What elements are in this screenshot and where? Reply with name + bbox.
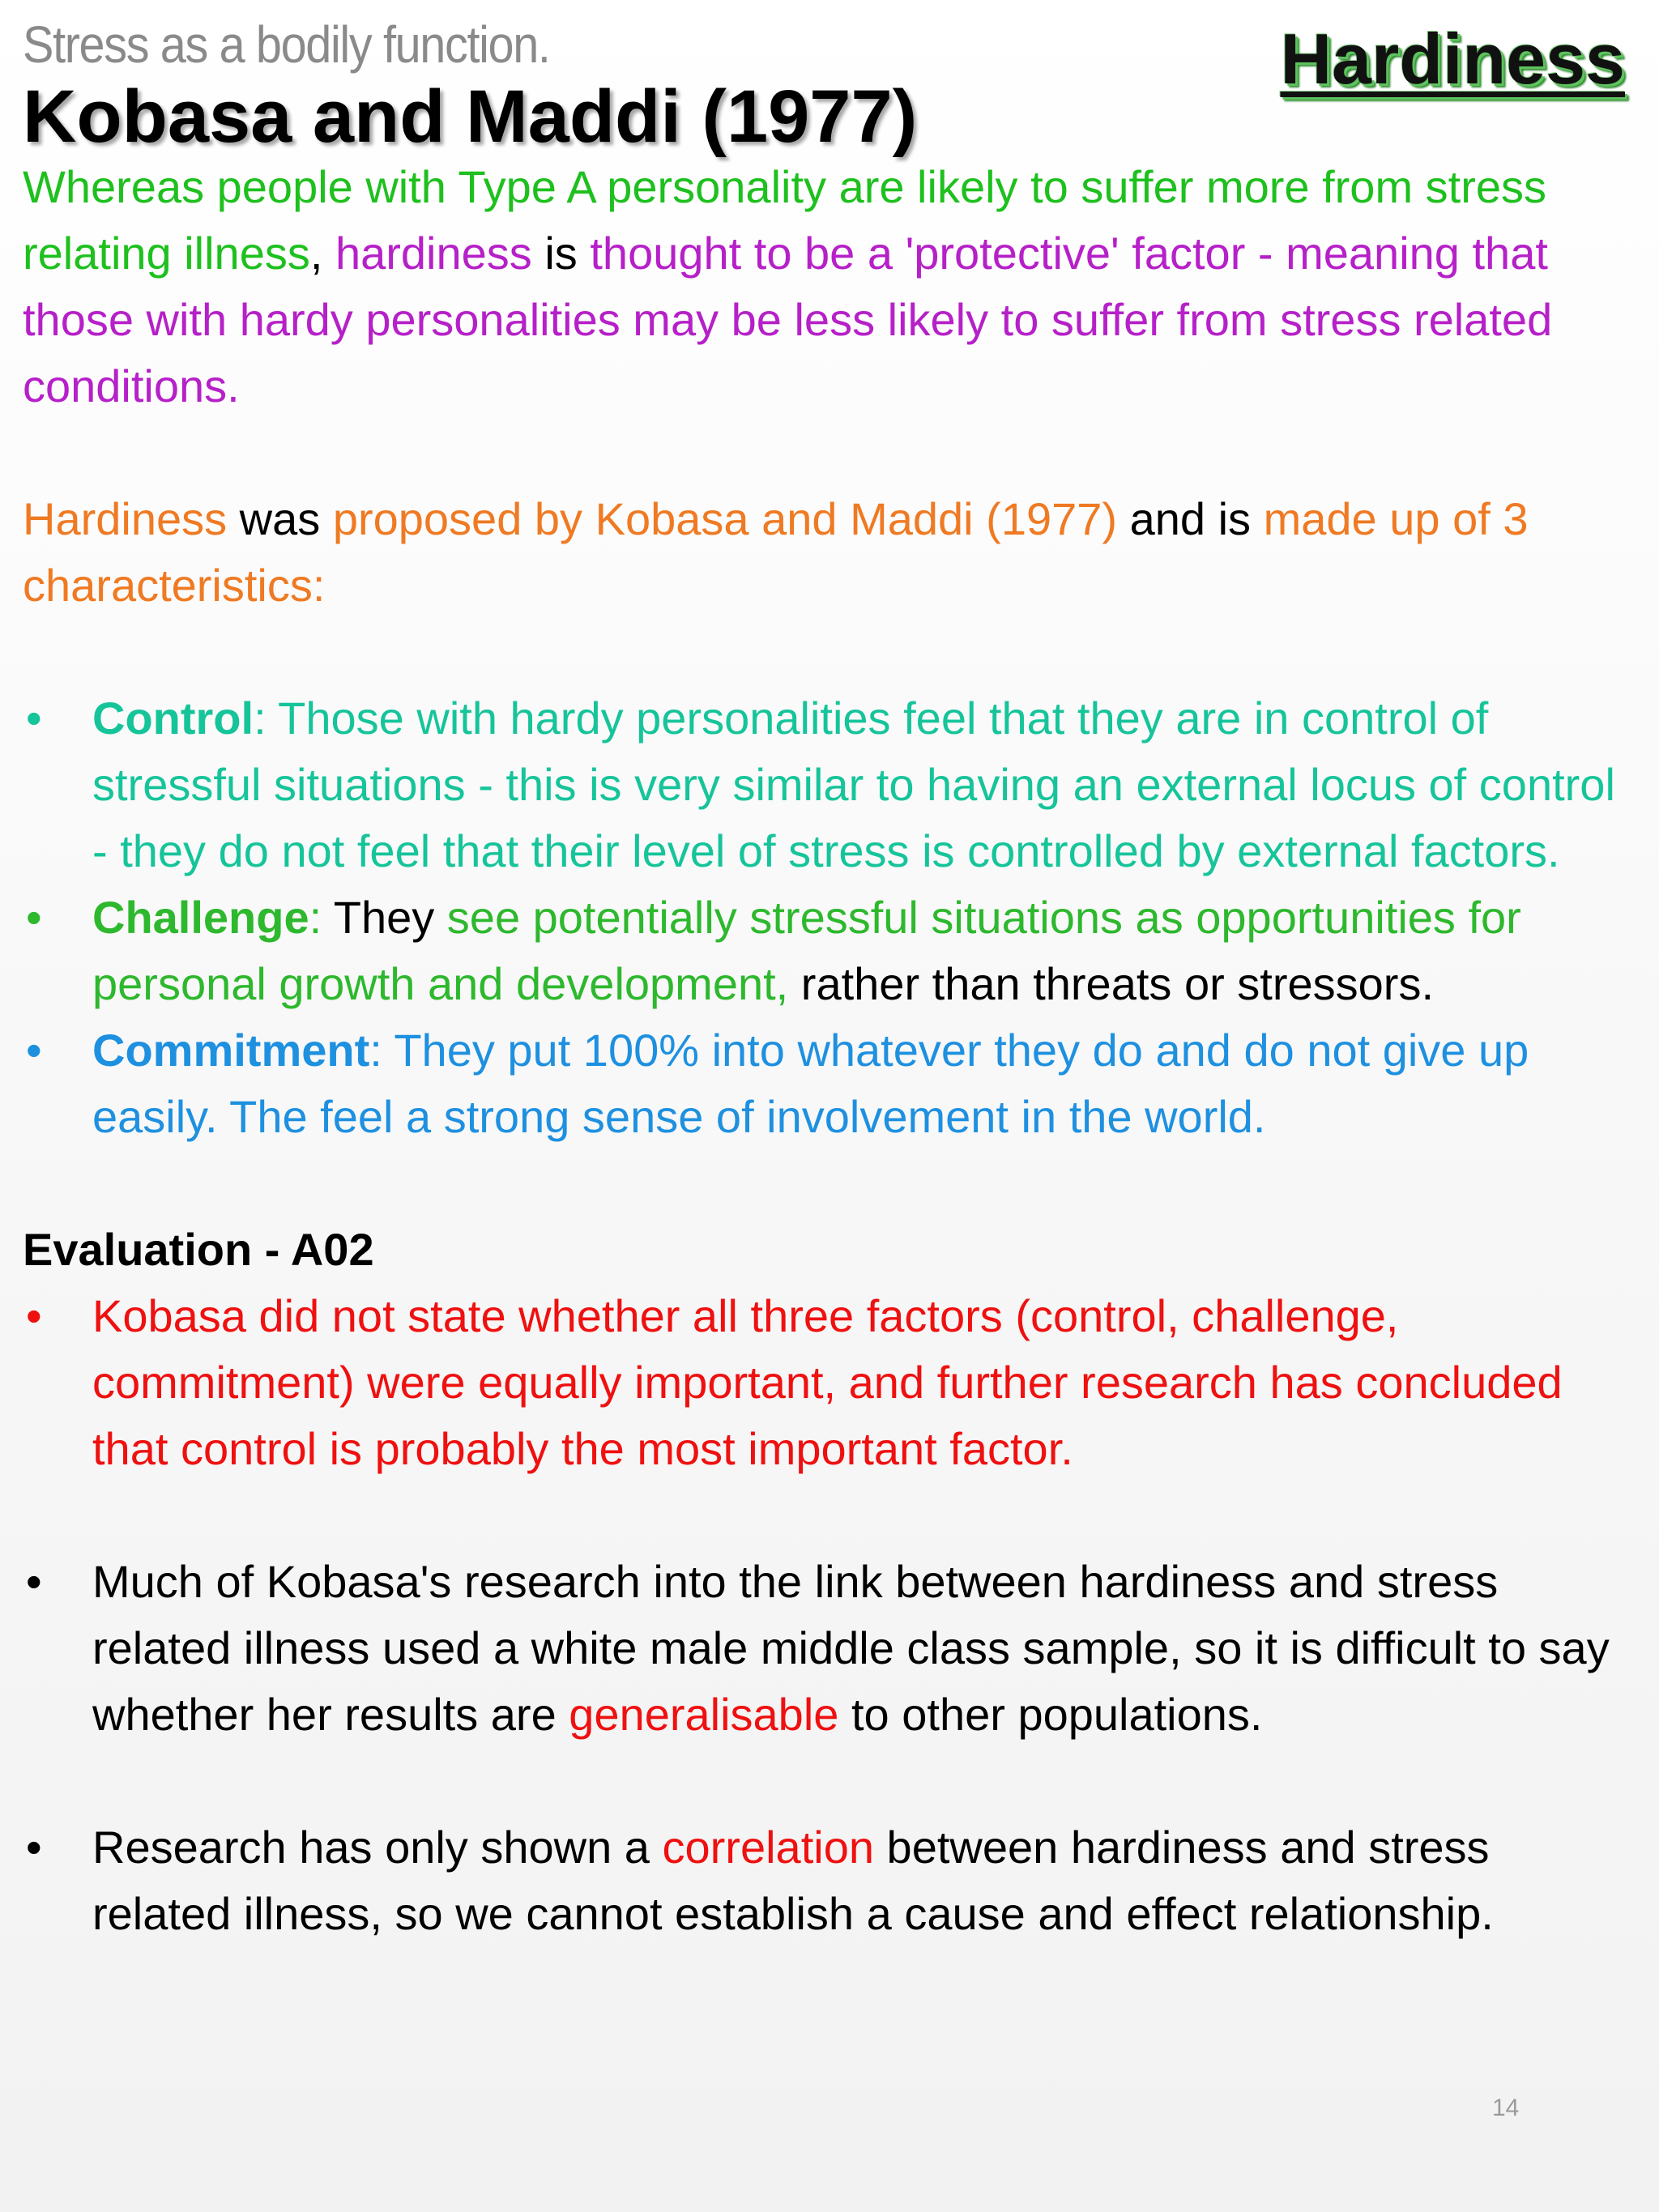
evaluation-heading: Evaluation - A02 bbox=[23, 1224, 374, 1275]
evaluation-list bbox=[23, 1283, 1635, 1482]
evaluation-point bbox=[23, 1814, 1635, 1947]
challenge-term: Challenge bbox=[92, 892, 309, 943]
proposal-and-is-text: and is bbox=[1129, 493, 1252, 544]
intro-type-a-text: Whereas people with Type A personality are likely to suffer more from stress relating illness bbox=[23, 161, 1547, 279]
evaluation-point-text: to other populations. bbox=[851, 1689, 1263, 1740]
bullet-icon: • bbox=[26, 1290, 42, 1341]
proposal-made-up-text: made up of 3 characteristics: bbox=[23, 493, 1529, 611]
characteristics-list bbox=[23, 685, 1635, 1150]
intro-comma: , bbox=[309, 228, 323, 279]
slide-body bbox=[23, 154, 1635, 1947]
evaluation-point bbox=[23, 1283, 1635, 1482]
proposal-hardiness-term: Hardiness bbox=[23, 493, 228, 544]
commitment-text: They put 100% into whatever they do and do not give up easily. The feel a strong sense of involvement in the world. bbox=[92, 1025, 1529, 1142]
control-text: Those with hardy personalities feel that they are in control of stressful situations - this is very similar to having an external locus of control - they do not feel that their level of stress is controlled by external factors. bbox=[92, 693, 1615, 876]
evaluation-point-text: Much of Kobasa's research into the link between hardiness and stress related illness used a white male middle class sample, so it is difficult to say whether her results are bbox=[92, 1556, 1610, 1740]
challenge-colon: : bbox=[309, 892, 322, 943]
bullet-icon: • bbox=[26, 1822, 42, 1873]
intro-hardiness-term: hardiness bbox=[335, 228, 532, 279]
topic-heading: Hardiness bbox=[1280, 19, 1625, 99]
spacer bbox=[23, 619, 1635, 685]
spacer bbox=[23, 1482, 1635, 1549]
page-number: 14 bbox=[1492, 2095, 1520, 2121]
bullet-icon: • bbox=[26, 1556, 42, 1607]
evaluation-list bbox=[23, 1814, 1635, 1947]
breadcrumb: Stress as a bodily function. bbox=[23, 15, 550, 74]
proposal-paragraph bbox=[23, 486, 1635, 619]
list-item-challenge bbox=[23, 884, 1635, 1017]
intro-is-text: is bbox=[544, 228, 578, 279]
spacer bbox=[23, 1748, 1635, 1814]
page-title: Kobasa and Maddi (1977) bbox=[23, 75, 918, 158]
bullet-icon: • bbox=[26, 693, 42, 744]
bullet-icon: • bbox=[26, 892, 42, 943]
evaluation-point bbox=[23, 1549, 1635, 1748]
list-item-commitment bbox=[23, 1017, 1635, 1150]
challenge-they-text: They bbox=[333, 892, 435, 943]
evaluation-list bbox=[23, 1549, 1635, 1748]
proposal-authors-text: proposed by Kobasa and Maddi (1977) bbox=[332, 493, 1118, 544]
challenge-opportunities-text: see potentially stressful situations as opportunities for personal growth and development, bbox=[92, 892, 1521, 1009]
challenge-threats-text: rather than threats or stressors. bbox=[800, 958, 1435, 1009]
spacer bbox=[23, 420, 1635, 486]
evaluation-point-text: Research has only shown a bbox=[92, 1822, 650, 1873]
bullet-icon: • bbox=[26, 1025, 42, 1076]
intro-protective-text: thought to be a 'protective' factor - meaning that those with hardy personalities may be less likely to suffer from stress related conditions. bbox=[23, 228, 1553, 411]
commitment-colon: : bbox=[369, 1025, 382, 1076]
control-term: Control bbox=[92, 693, 254, 744]
control-colon: : bbox=[254, 693, 267, 744]
spacer bbox=[23, 1150, 1635, 1217]
intro-paragraph bbox=[23, 154, 1635, 420]
proposal-was-text: was bbox=[239, 493, 321, 544]
evaluation-highlight: generalisable bbox=[569, 1689, 839, 1740]
evaluation-point-text: Kobasa did not state whether all three factors (control, challenge, commitment) were equally important, and further research has concluded that control is probably the most important factor. bbox=[92, 1290, 1563, 1474]
evaluation-highlight: correlation bbox=[662, 1822, 874, 1873]
list-item-control bbox=[23, 685, 1635, 884]
evaluation-point-text: between hardiness and stress related illness, so we cannot establish a cause and effect relationship. bbox=[92, 1822, 1494, 1939]
commitment-term: Commitment bbox=[92, 1025, 370, 1076]
